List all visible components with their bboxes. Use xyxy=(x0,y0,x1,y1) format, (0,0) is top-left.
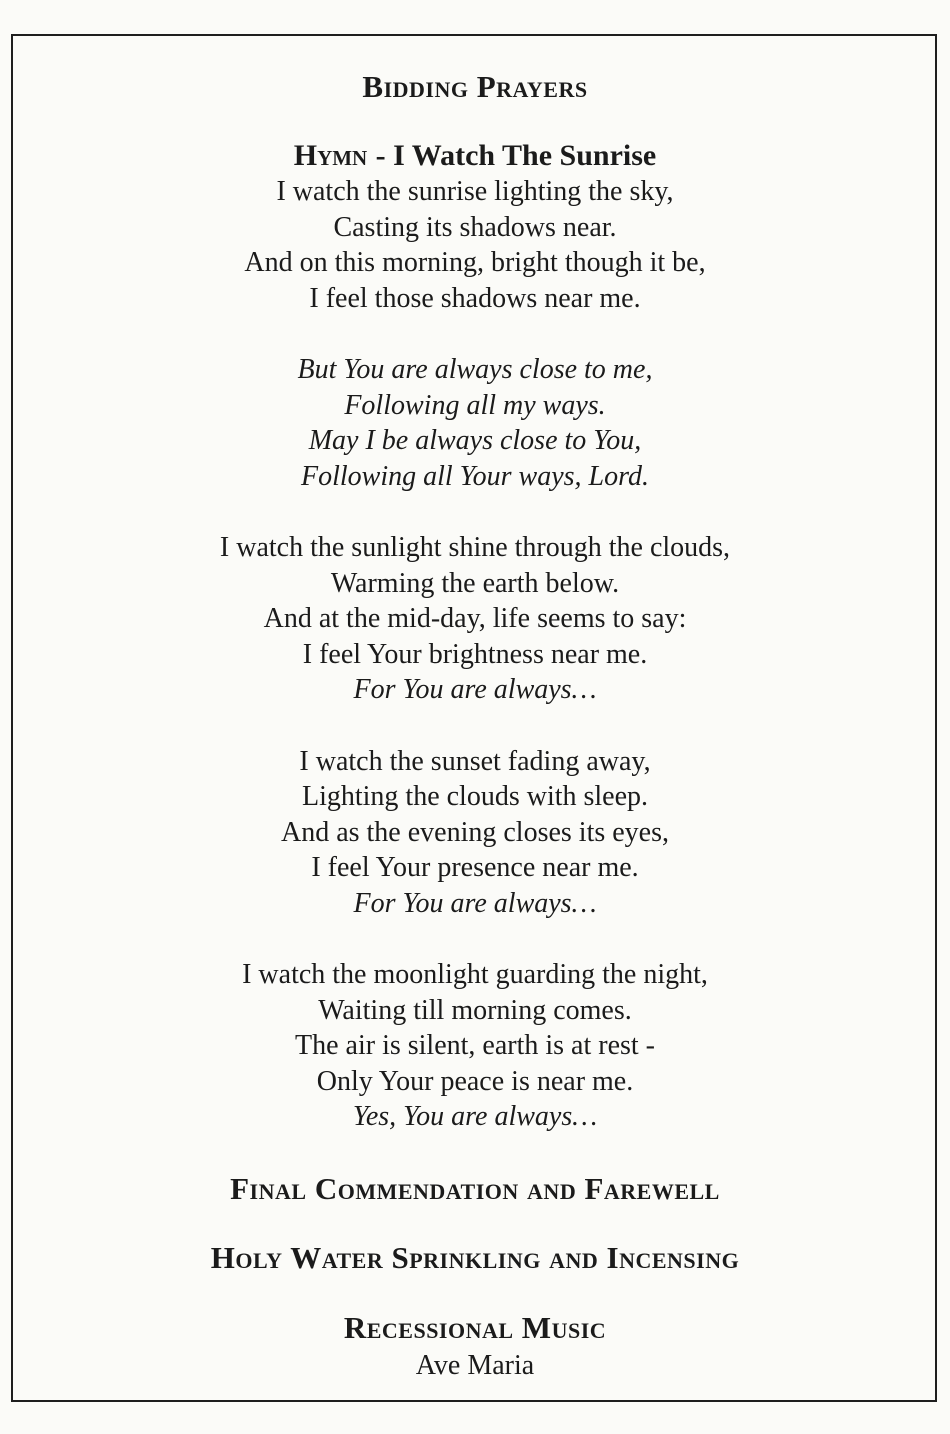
verse-line: May I be always close to You, xyxy=(308,425,642,456)
verse-line: And as the evening closes its eyes, xyxy=(280,816,670,848)
verse-line: I feel Your presence near me. xyxy=(311,852,639,883)
hymn-stanza-4 xyxy=(0,744,950,922)
verse-line: Following all my ways. xyxy=(344,389,606,421)
verse-line: Waiting till morning comes. xyxy=(318,994,632,1026)
section-heading-recessional-music: Recessional Music xyxy=(343,1309,607,1345)
verse-line: And on this morning, bright though it be, xyxy=(244,247,706,278)
hymn-stanza-2-chorus xyxy=(0,352,950,494)
verse-line: And at the mid-day, life seems to say: xyxy=(263,603,687,634)
verse-line: The air is silent, earth is at rest - xyxy=(295,1030,655,1061)
section-heading-final-commendation: Final Commendation and Farewell xyxy=(230,1170,720,1206)
hymn-stanza-5 xyxy=(0,957,950,1135)
refrain-line: For You are always… xyxy=(353,887,597,919)
verse-line: I watch the sunrise lighting the sky, xyxy=(276,176,674,207)
verse-line: I feel those shadows near me. xyxy=(309,282,641,314)
page-title: Bidding Prayers xyxy=(362,69,588,104)
hymn-title: - I Watch The Sunrise xyxy=(375,139,657,172)
hymn-stanza-3 xyxy=(0,530,950,708)
verse-line: I watch the moonlight guarding the night, xyxy=(242,959,708,990)
verse-line: But You are always close to me, xyxy=(297,354,653,385)
section-heading-holy-water: Holy Water Sprinkling and Incensing xyxy=(210,1239,740,1275)
verse-line: I feel Your brightness near me. xyxy=(302,638,648,670)
verse-line: Warming the earth below. xyxy=(330,567,620,599)
verse-line: Casting its shadows near. xyxy=(333,211,617,243)
verse-line: Following all Your ways, Lord. xyxy=(300,460,649,492)
hymn-label: Hymn xyxy=(293,139,368,172)
verse-line: Only Your peace is near me. xyxy=(316,1065,634,1097)
hymn-stanza-1 xyxy=(0,174,950,316)
hymn-heading xyxy=(0,138,950,174)
refrain-line: For You are always… xyxy=(353,674,597,705)
recessional-piece: Ave Maria xyxy=(415,1349,535,1381)
refrain-line: Yes, You are always… xyxy=(352,1101,598,1132)
verse-line: I watch the sunlight shine through the clouds, xyxy=(219,532,731,563)
verse-line: Lighting the clouds with sleep. xyxy=(301,781,649,812)
verse-line: I watch the sunset fading away, xyxy=(299,745,651,777)
